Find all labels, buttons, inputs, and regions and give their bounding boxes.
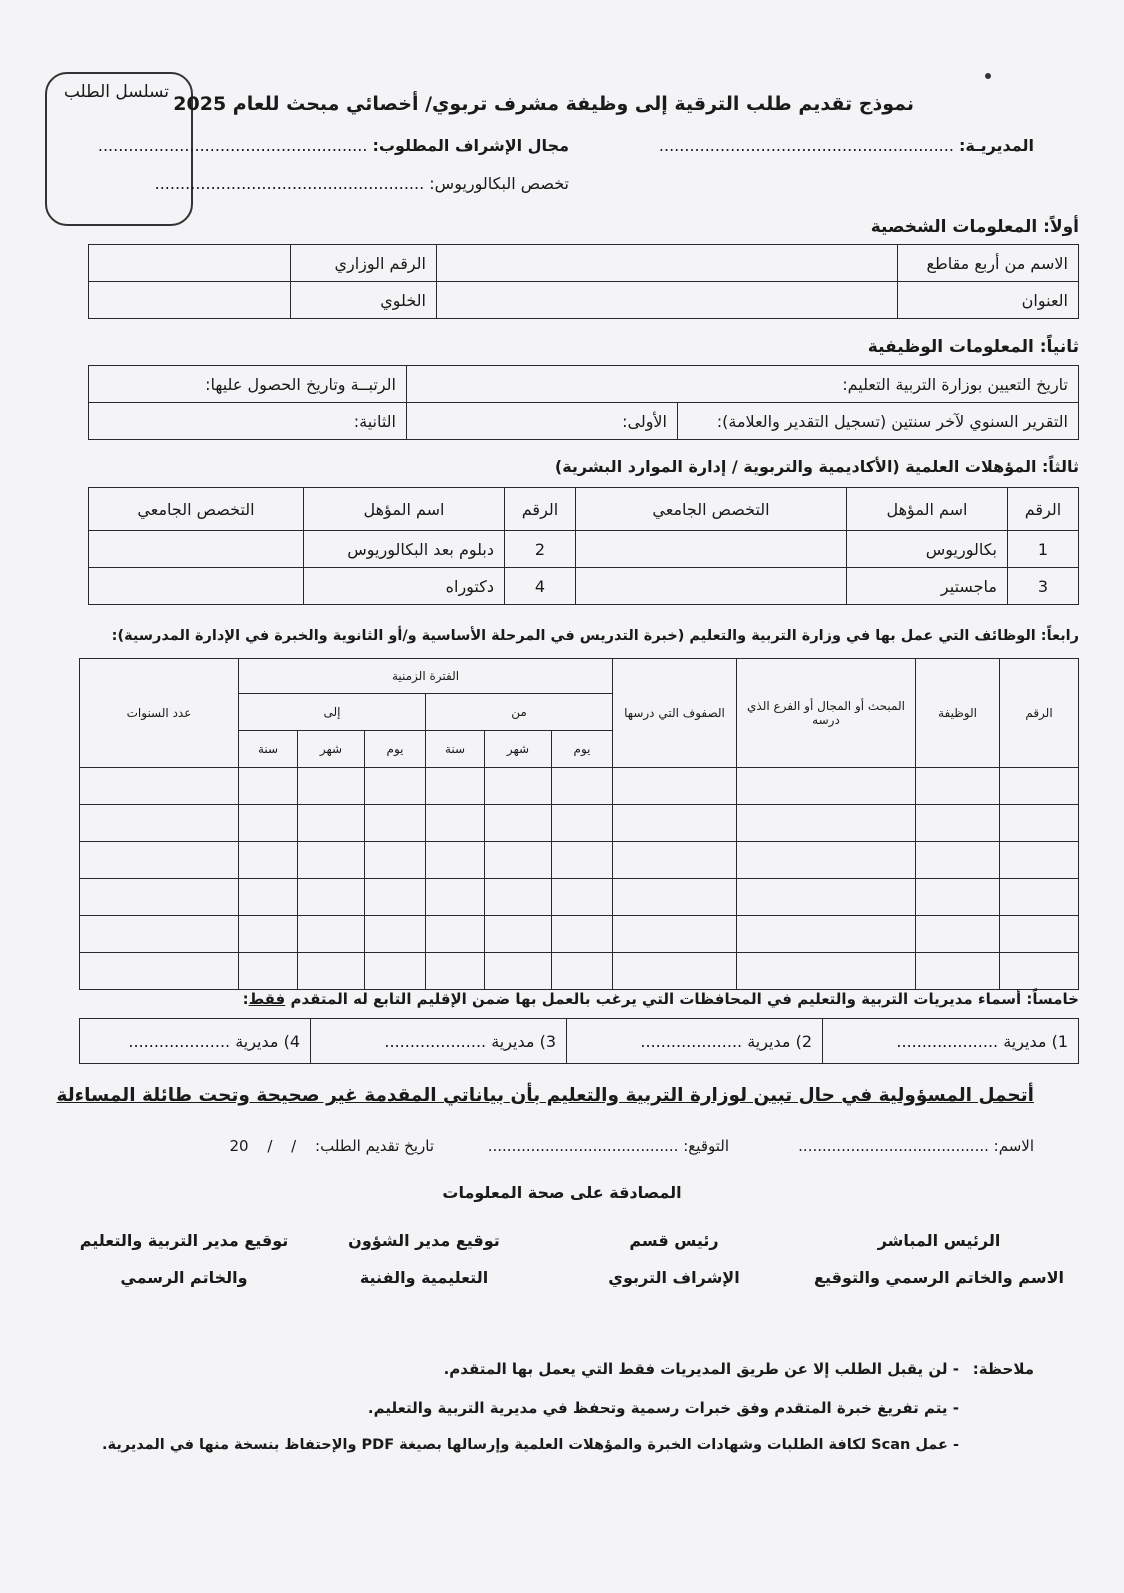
second-year-label: الثانية: [89, 403, 407, 440]
verification-line: رئيس قسم [629, 1231, 719, 1250]
from-day-header: يوم [552, 731, 613, 768]
section4-heading: رابعاً: الوظائف التي عمل بها في وزارة التربية والتعليم (خبرة التدريس في المرحلة الأساسية و/أو الثانوية والخبرة في الإدارة المدرسية): [111, 628, 1079, 644]
col-specialty-header: التخصص الجامعي [576, 488, 847, 531]
table-row [89, 282, 1079, 319]
cell: دبلوم بعد البكالوريوس [304, 531, 505, 568]
col-number-header: الرقم [1008, 488, 1079, 531]
cell [576, 568, 847, 605]
section5-heading-text: خامساً: أسماء مديريات التربية والتعليم في المحافظات التي يرغب بالعمل بها ضمن الإقليم التابع له المتقدم [285, 990, 1079, 1008]
directorate-choice-2: 2) مديرية .................... [567, 1019, 823, 1064]
applicant-name-label: الاسم: [993, 1137, 1034, 1155]
verification-line: توقيع مدير التربية والتعليم [79, 1231, 289, 1250]
table-row [89, 245, 1079, 282]
directorate-field [659, 136, 1034, 155]
from-month-header: شهر [485, 731, 552, 768]
note-item: - لن يقبل الطلب إلا عن طريق المديريات فقط التي يعمل بها المتقدم. [443, 1360, 959, 1378]
declaration: أتحمل المسؤولية في حال تبين لوزارة التربية والتعليم بأن بياناتي المقدمة غير صحيحة وتحت طائلة المساءلة [56, 1085, 1034, 1106]
mobile-cell [89, 282, 291, 319]
verification-line: توقيع مدير الشؤون [348, 1231, 500, 1250]
table-row [89, 531, 1079, 568]
verification-line: التعليمية والفنية [359, 1268, 489, 1287]
verification-department-head [574, 1222, 774, 1296]
notes-label: ملاحظة: [972, 1360, 1034, 1378]
section5-heading-colon: : [242, 990, 249, 1008]
table-row [89, 568, 1079, 605]
col-job-header: الوظيفة [916, 659, 1000, 768]
verification-title: المصادقة على صحة المعلومات [442, 1183, 682, 1202]
first-year-label: الأولى: [407, 403, 678, 440]
col-period-header: الفترة الزمنية [239, 659, 613, 694]
supervision-field [98, 136, 569, 155]
to-month-header: شهر [298, 731, 365, 768]
verification-line: الرئيس المباشر [877, 1231, 1001, 1250]
ministry-number-label: الرقم الوزاري [291, 245, 437, 282]
applicant-name-dots: ........................................ [798, 1137, 989, 1155]
table-row [80, 842, 1079, 879]
table-header-row [89, 488, 1079, 531]
directorates-table [79, 1018, 1079, 1064]
full-name-label: الاسم من أربع مقاطع [898, 245, 1079, 282]
from-year-header: سنة [426, 731, 485, 768]
application-date-value: / / 20 [229, 1137, 297, 1155]
col-number-header: الرقم [1000, 659, 1079, 768]
cell: 2 [505, 531, 576, 568]
directorate-choice-3: 3) مديرية .................... [311, 1019, 567, 1064]
cell [89, 568, 304, 605]
table-row [80, 879, 1079, 916]
section5-heading-emphasis: فقط [248, 990, 286, 1008]
to-year-header: سنة [239, 731, 298, 768]
col-subject-header: المبحث أو المجال أو الفرع الذي درسه [737, 659, 916, 768]
rank-label: الرتبــة وتاريخ الحصول عليها: [89, 366, 407, 403]
application-date-label: تاريخ تقديم الطلب: [315, 1137, 434, 1155]
directorate-choice-1: 1) مديرية .................... [823, 1019, 1079, 1064]
jobs-table [79, 658, 1079, 990]
verification-affairs-director [324, 1222, 524, 1296]
applicant-name-field [798, 1137, 1034, 1155]
verification-education-director [69, 1222, 299, 1296]
job-info-table [88, 365, 1079, 440]
directorate-dots: .......................................................... [658, 136, 954, 155]
section1-heading: أولاً: المعلومات الشخصية [870, 217, 1079, 237]
full-name-cell [437, 245, 898, 282]
section5-heading [243, 990, 1079, 1008]
table-row [89, 366, 1079, 403]
ministry-number-cell [89, 245, 291, 282]
to-header: إلى [239, 694, 426, 731]
address-cell [437, 282, 898, 319]
verification-line: والخاتم الرسمي [120, 1268, 248, 1287]
table-row [89, 403, 1079, 440]
annual-report-label: التقرير السنوي لآخر سنتين (تسجيل التقدير والعلامة): [678, 403, 1079, 440]
cell [89, 531, 304, 568]
col-qualification-header: اسم المؤهل [304, 488, 505, 531]
qualifications-table [88, 487, 1079, 605]
directorate-label: المديريـة: [959, 136, 1034, 155]
personal-info-table [88, 244, 1079, 319]
table-row [80, 953, 1079, 990]
supervision-field-label: مجال الإشراف المطلوب: [372, 136, 569, 155]
applicant-signature-dots: ........................................ [487, 1137, 679, 1155]
cell: 1 [1008, 531, 1079, 568]
col-number-header: الرقم [505, 488, 576, 531]
col-classes-header: الصفوف التي درسها [613, 659, 737, 768]
serial-label: تسلسل الطلب [63, 82, 169, 102]
mobile-label: الخلوي [291, 282, 437, 319]
section3-heading: ثالثاً: المؤهلات العلمية (الأكاديمية والتربوية / إدارة الموارد البشرية) [554, 457, 1079, 476]
verification-direct-supervisor [814, 1222, 1064, 1296]
table-row [80, 916, 1079, 953]
applicant-signature-label: التوقيع: [683, 1137, 729, 1155]
bachelor-specialty-label: تخصص البكالوريوس: [429, 174, 569, 193]
cell: 3 [1008, 568, 1079, 605]
table-row [80, 1019, 1079, 1064]
verification-line: الإشراف التربوي [608, 1268, 740, 1287]
scan-speck [985, 73, 991, 79]
note-item: - يتم تفريغ خبرة المتقدم وفق خبرات رسمية وتحفظ في مديرية التربية والتعليم. [367, 1399, 959, 1417]
supervision-field-dots: ..................................................... [97, 136, 368, 155]
appointment-date-label: تاريخ التعيين بوزارة التربية التعليم: [407, 366, 1079, 403]
section2-heading: ثانياً: المعلومات الوظيفية [867, 337, 1079, 357]
table-row [80, 768, 1079, 805]
note-item: - عمل Scan لكافة الطلبات وشهادات الخبرة والمؤهلات العلمية وإرسالها بصيغة PDF والإحتفاظ بنسخة منها في المديرية. [102, 1437, 959, 1453]
table-row [80, 805, 1079, 842]
cell [576, 531, 847, 568]
bachelor-specialty-field [155, 174, 569, 193]
directorate-choice-4: 4) مديرية .................... [80, 1019, 311, 1064]
verification-line: الاسم والخاتم الرسمي والتوقيع [814, 1268, 1064, 1287]
address-label: العنوان [898, 282, 1079, 319]
form-title: نموذج تقديم طلب الترقية إلى وظيفة مشرف تربوي/ أخصائي مبحث للعام 2025 [173, 93, 914, 115]
applicant-signature-field [488, 1137, 729, 1155]
col-specialty-header: التخصص الجامعي [89, 488, 304, 531]
cell: 4 [505, 568, 576, 605]
col-qualification-header: اسم المؤهل [847, 488, 1008, 531]
application-date-field [230, 1137, 435, 1155]
cell: بكالوريوس [847, 531, 1008, 568]
cell: ماجستير [847, 568, 1008, 605]
col-years-header: عدد السنوات [80, 659, 239, 768]
from-header: من [426, 694, 613, 731]
table-header-row [80, 659, 1079, 694]
cell: دكتوراه [304, 568, 505, 605]
bachelor-specialty-dots: ..................................................... [154, 174, 425, 193]
to-day-header: يوم [365, 731, 426, 768]
